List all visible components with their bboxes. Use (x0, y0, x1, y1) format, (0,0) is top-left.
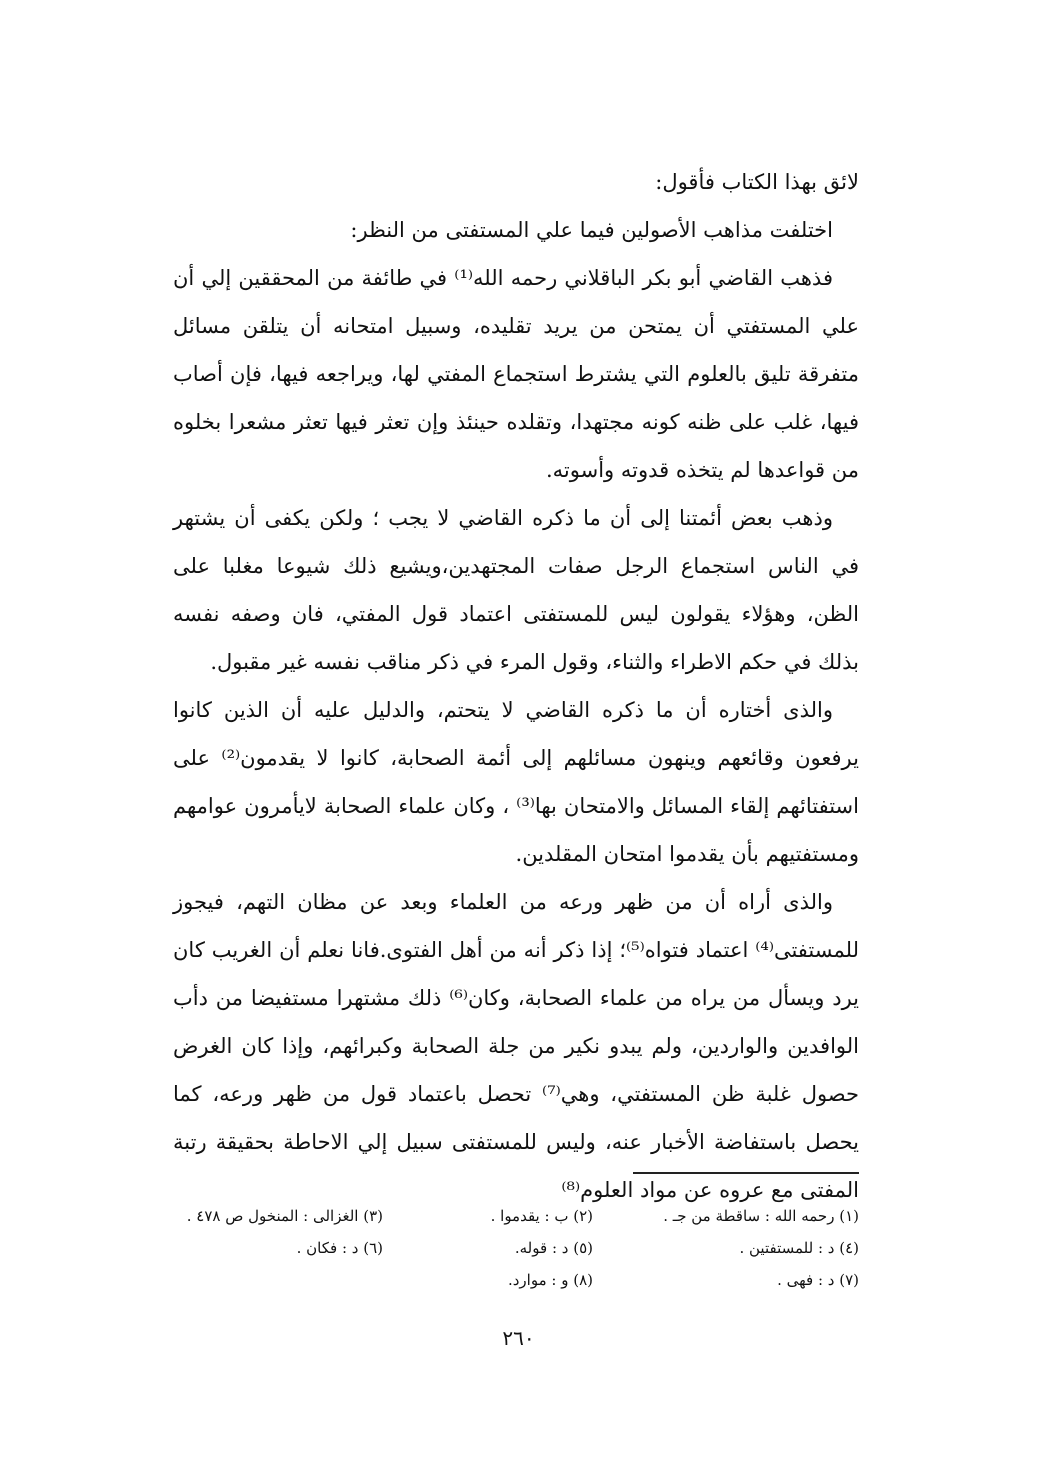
paragraph: والذى أراه أن من ظهر ورعه من العلماء وبعد عن مظان التهم، فيجوز للمستفتى⁽⁴⁾ اعتماد فتواه⁽⁵⁾؛ إذا ذكر أنه من أهل الفتوى.فانا نعلم أن الغريب كان يرد ويسأل من يراه من علماء الصحابة، وكان⁽⁶⁾ ذلك مشتهرا مستفيضا من دأب الوافدين والواردين، ولم يبدو نكير من جلة الصحابة وكبرائهم، وإذا كان الغرض حصول غلبة ظن المستفتي، وهي⁽⁷⁾ تحصل باعتماد قول من ظهر ورعه، كما يحصل باستفاضة الأخبار عنه، وليس للمستفتى سبيل إلي الاحاطة بحقيقة رتبة المفتى مع عروه عن مواد العلوم⁽⁸⁾ (173, 890, 859, 1202)
paragraph: اختلفت مذاهب الأصولين فيما علي المستفتى من النظر: (350, 218, 833, 242)
paragraph: فذهب القاضي أبو بكر الباقلاني رحمه الله⁽¹⁾ في طائفة من المحققين إلي أن علي المستفتي أن يمتحن من يريد تقليده، وسبيل امتحانه أن يتلقن مسائل متفرقة تليق بالعلوم التي يشترط استجماع المفتي لها، ويراجعه فيها، فإن أصاب فيها، غلب على ظنه كونه مجتهدا، وتقلده حينئذ وإن تعثر فيها تعثر مشعرا بخلوه من قواعدها لم يتخذه قدوته وأسوته. (173, 266, 859, 482)
footnote: (٨) و : موارد. (507, 1271, 593, 1289)
footnote: (٧) د : فهى . (777, 1271, 859, 1289)
footnote: (٦) د : فكان . (296, 1239, 383, 1257)
footnote: (٤) د : للمستفتين . (739, 1239, 859, 1257)
footnote-divider (633, 1172, 859, 1174)
paragraph: وذهب بعض أئمتنا إلى أن ما ذكره القاضي لا يجب ؛ ولكن يكفى أن يشتهر في الناس استجماع الرجل صفات المجتهدين،ويشيع ذلك شيوعا مغلبا على الظن، وهؤلاء يقولون ليس للمستفتى اعتماد قول المفتي، فان وصفه نفسه بذلك في حكم الاطراء والثناء، وقول المرء في ذكر مناقب نفسه غير مقبول. (173, 506, 859, 674)
footnote-row (173, 1232, 859, 1264)
footnote: (٣) الغزالى : المنخول ص ٤٧٨ . (186, 1207, 383, 1225)
footnote (173, 1264, 383, 1296)
footnote-row (173, 1264, 859, 1296)
page-number: ٢٦٠ (502, 1326, 535, 1350)
paragraph-continuation: لائق بهذا الكتاب فأقول: (655, 170, 859, 194)
footnote: (١) رحمه الله : ساقطة من جـ . (663, 1207, 859, 1225)
paragraph: والذى أختاره أن ما ذكره القاضي لا يتحتم، والدليل عليه أن الذين كانوا يرفعون وقائعهم وينهون مسائلهم إلى أئمة الصحابة، كانوا لا يقدمون⁽²⁾ على استفتائهم إلقاء المسائل والامتحان بها⁽³⁾ ، وكان علماء الصحابة لايأمرون عوامهم ومستفتيهم بأن يقدموا امتحان المقلدين. (173, 698, 859, 866)
footnote: (٢) ب : يقدموا . (490, 1207, 593, 1225)
footnotes (173, 1200, 859, 1296)
body-text (173, 158, 859, 1214)
footnote-row (173, 1200, 859, 1232)
footnote: (٥) د : قوله. (514, 1239, 593, 1257)
